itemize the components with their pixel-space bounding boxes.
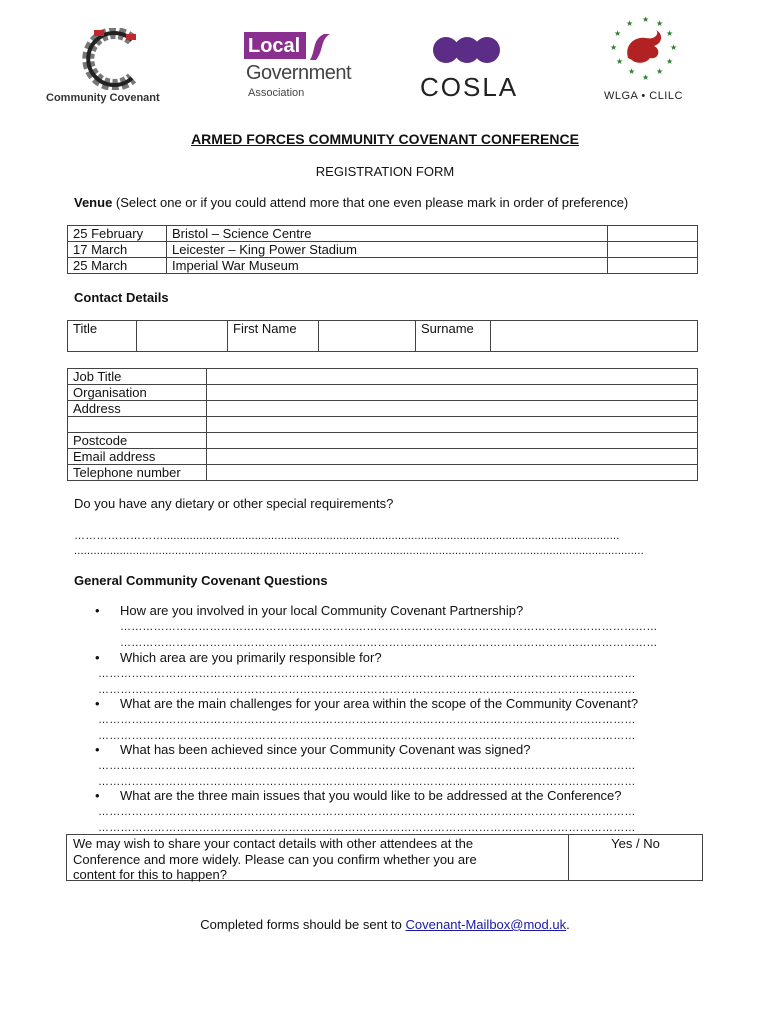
consent-answer[interactable]: Yes / No (611, 836, 660, 851)
venue-place: Leicester – King Power Stadium (167, 242, 608, 258)
dietary-answer-line[interactable]: ……………………............................................................................................................................................ (74, 530, 620, 542)
lga-association: Association (248, 87, 305, 99)
consent-line: We may wish to share your contact details with other attendees at the (73, 836, 474, 851)
venue-preference-input[interactable] (608, 226, 698, 242)
bullet-icon: • (95, 603, 100, 618)
footer-end: . (566, 917, 570, 932)
venue-preference-input[interactable] (608, 242, 698, 258)
table-row (68, 401, 698, 417)
question-text: Which area are you primarily responsible for? (120, 650, 382, 665)
consent-text (73, 836, 563, 883)
svg-text:★: ★ (626, 19, 634, 28)
table-row (68, 369, 698, 385)
table-row (68, 385, 698, 401)
covenant-caption: Community Covenant (46, 92, 160, 104)
wlga-text: WLGA • CLILC (604, 90, 683, 102)
answer-line[interactable]: ……………………………………………………………………………………………………………………………… (120, 637, 658, 649)
venue-preference-input[interactable] (608, 258, 698, 274)
footer-note (0, 917, 770, 933)
field-label: Postcode (68, 433, 207, 449)
bullet-icon: • (95, 742, 100, 757)
table-row (68, 258, 698, 274)
venue-label: Venue (74, 195, 113, 210)
question-5 (95, 788, 622, 804)
table-row (68, 226, 698, 242)
svg-text:★: ★ (666, 29, 674, 38)
svg-text:★: ★ (642, 73, 650, 82)
answer-line[interactable]: ……………………………………………………………………………………………………………………………… (120, 621, 658, 633)
question-text: What has been achieved since your Community Covenant was signed? (120, 742, 531, 757)
bullet-icon: • (95, 788, 100, 803)
venue-table (67, 225, 698, 274)
question-2 (95, 650, 382, 666)
svg-text:★: ★ (670, 43, 678, 52)
lga-logo (244, 32, 369, 102)
table-row (68, 465, 698, 481)
table-row (68, 321, 698, 352)
telephone-input[interactable] (207, 465, 698, 481)
general-heading: General Community Covenant Questions (74, 573, 328, 588)
venue-date: 17 March (68, 242, 167, 258)
svg-text:★: ★ (616, 57, 624, 66)
title-input[interactable] (137, 321, 228, 352)
dietary-question: Do you have any dietary or other special requirements? (74, 496, 394, 511)
job-title-input[interactable] (207, 369, 698, 385)
consent-line: Conference and more widely. Please can you confirm whether you are (73, 851, 477, 867)
lga-government: Government (246, 62, 352, 84)
venue-instruction (74, 195, 628, 211)
organisation-input[interactable] (207, 385, 698, 401)
question-3 (95, 696, 638, 712)
svg-text:★: ★ (656, 19, 664, 28)
venue-place: Bristol – Science Centre (167, 226, 608, 242)
venue-instruction-text: (Select one or if you could attend more that one even please mark in order of preference) (112, 195, 629, 210)
answer-line[interactable]: ……………………………………………………………………………………………………………………………… (98, 684, 636, 696)
svg-text:★: ★ (666, 57, 674, 66)
email-link[interactable]: Covenant-Mailbox@mod.uk (405, 917, 567, 932)
field-label: Organisation (68, 385, 207, 401)
title-label: Title (68, 321, 137, 352)
email-input[interactable] (207, 449, 698, 465)
answer-line[interactable]: ……………………………………………………………………………………………………………………………… (98, 822, 636, 834)
lga-swirl-icon (306, 32, 334, 62)
field-label: Address (68, 401, 207, 417)
venue-date: 25 February (68, 226, 167, 242)
cosla-text: COSLA (420, 72, 519, 102)
table-row (68, 433, 698, 449)
form-subtitle: REGISTRATION FORM (315, 164, 455, 179)
surname-label: Surname (416, 321, 491, 352)
field-label (68, 417, 207, 433)
covenant-c-icon (40, 28, 180, 90)
answer-line[interactable]: ……………………………………………………………………………………………………………………………… (98, 730, 636, 742)
bullet-icon: • (95, 650, 100, 665)
question-text: What are the main challenges for your area within the scope of the Community Covenant? (120, 696, 639, 711)
name-table (67, 320, 698, 352)
first-name-label: First Name (228, 321, 319, 352)
field-label: Job Title (68, 369, 207, 385)
consent-box (66, 834, 703, 881)
table-row (68, 242, 698, 258)
question-text: What are the three main issues that you would like to be addressed at the Conference? (120, 788, 622, 803)
contact-heading: Contact Details (74, 290, 169, 305)
question-1 (95, 603, 523, 619)
footer-text: Completed forms should be sent to (200, 917, 406, 932)
answer-line[interactable]: ……………………………………………………………………………………………………………………………… (98, 776, 636, 788)
venue-place: Imperial War Museum (167, 258, 608, 274)
dietary-answer-line[interactable]: ............................................................................................................................................................................... (74, 545, 644, 557)
wlga-dragon-icon (606, 14, 682, 86)
bullet-icon: • (95, 696, 100, 711)
community-covenant-logo (40, 28, 180, 108)
first-name-input[interactable] (319, 321, 416, 352)
wlga-logo (598, 14, 690, 106)
postcode-input[interactable] (207, 433, 698, 449)
svg-text:★: ★ (628, 67, 636, 76)
svg-text:★: ★ (656, 67, 664, 76)
question-4 (95, 742, 530, 758)
field-label: Email address (68, 449, 207, 465)
answer-line[interactable]: ……………………………………………………………………………………………………………………………… (98, 806, 636, 818)
svg-text:★: ★ (614, 29, 622, 38)
cosla-logo (420, 36, 520, 100)
venue-date: 25 March (68, 258, 167, 274)
table-row (68, 417, 698, 433)
table-row (68, 449, 698, 465)
svg-text:★: ★ (610, 43, 618, 52)
page-title: ARMED FORCES COMMUNITY COVENANT CONFERENCE (191, 131, 579, 147)
field-label: Telephone number (68, 465, 207, 481)
address-line2-input[interactable] (207, 417, 698, 433)
contact-table (67, 368, 698, 481)
answer-line[interactable]: ……………………………………………………………………………………………………………………………… (98, 714, 636, 726)
lga-local-box: Local (244, 32, 306, 59)
answer-line[interactable]: ……………………………………………………………………………………………………………………………… (98, 668, 636, 680)
cosla-circles-icon (432, 36, 502, 64)
answer-line[interactable]: ……………………………………………………………………………………………………………………………… (98, 760, 636, 772)
svg-text:★: ★ (642, 15, 650, 24)
consent-line: content for this to happen? (73, 867, 227, 882)
address-input[interactable] (207, 401, 698, 417)
surname-input[interactable] (491, 321, 698, 352)
question-text: How are you involved in your local Community Covenant Partnership? (120, 603, 524, 618)
